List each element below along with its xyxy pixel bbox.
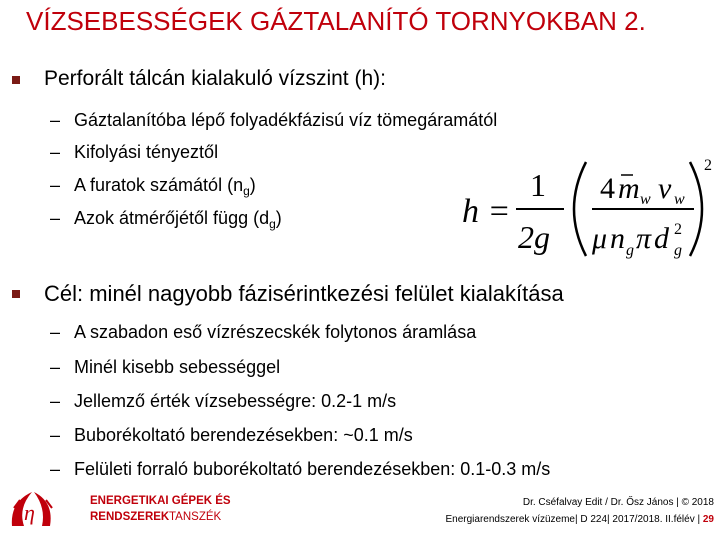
sub-item: – Felületi forraló buborékoltató berendezésekben: 0.1-0.3 m/s xyxy=(50,459,551,479)
bullet-marker xyxy=(12,290,20,298)
dash: – xyxy=(50,391,61,411)
page-number: 29 xyxy=(702,514,714,525)
sub-item: – Jellemző érték vízsebességre: 0.2-1 m/s xyxy=(50,391,397,411)
formula-num-coef: 4 xyxy=(600,172,615,205)
formula-pi: π xyxy=(636,222,652,255)
department-logo xyxy=(6,486,246,530)
formula-mu: μ xyxy=(592,222,608,255)
formula-exp-2: 2 xyxy=(674,221,682,238)
sub-item: – Azok átmérőjétől függ $(d_g)$ xyxy=(50,208,282,231)
formula-two-g: 2g xyxy=(518,219,550,255)
dash: – xyxy=(50,175,61,195)
footer-course: Energiarendszerek vízüzeme| D 224| 2017/2018. II.félév | 29 xyxy=(445,514,714,525)
formula-sub-g: g xyxy=(626,242,634,259)
dash: – xyxy=(50,425,61,445)
sub-item: – A szabadon eső vízrészecskék folytonos áramlása xyxy=(50,322,477,342)
formula-lhs: h = xyxy=(462,193,511,230)
slide-title: VÍZSEBESSÉGEK GÁZTALANÍTÓ TORNYOKBAN 2. xyxy=(26,6,646,36)
formula-n: n xyxy=(610,222,625,255)
sub-item: – Gáztalanítóba lépő folyadékfázisú víz tömegáramától xyxy=(50,110,498,130)
dash: – xyxy=(50,459,61,479)
water-level-formula xyxy=(462,152,716,262)
dash: – xyxy=(50,357,61,377)
formula-d: d xyxy=(654,222,669,255)
logo-line2-light: TANSZÉK xyxy=(169,511,222,523)
logo-eta-symbol: η xyxy=(24,500,35,525)
formula-sub-g2: g xyxy=(674,242,682,259)
dash: – xyxy=(50,142,61,162)
bullet-text: Perforált tálcán kialakuló vízszint (h): xyxy=(44,67,386,90)
bullet-text: Cél: minél nagyobb fázisérintkezési felület kialakítása xyxy=(44,281,564,306)
formula-v: v xyxy=(658,172,672,205)
sub-item: – Minél kisebb sebességgel xyxy=(50,357,281,377)
formula-sub-w: w xyxy=(640,191,651,208)
logo-line1: ENERGETIKAI GÉPEK ÉS xyxy=(90,495,231,507)
formula-sub-w2: w xyxy=(674,191,685,208)
formula-m: m xyxy=(618,172,640,205)
formula-one: 1 xyxy=(530,167,546,203)
dash: – xyxy=(50,208,61,228)
sub-item: – A furatok számától $(n_g)$ xyxy=(50,175,256,198)
dash: – xyxy=(50,322,61,342)
bullet-marker xyxy=(12,76,20,84)
dash: – xyxy=(50,110,61,130)
footer xyxy=(445,494,714,528)
sub-item: – Kifolyási tényeztől xyxy=(50,142,219,162)
footer-authors: Dr. Cséfalvay Edit / Dr. Ősz János | © 2018 xyxy=(522,497,714,508)
sub-item: – Buborékoltató berendezésekben: ~0.1 m/s xyxy=(50,425,413,445)
formula-outer-exp: 2 xyxy=(704,157,712,174)
logo-line2-bold: RENDSZEREK xyxy=(90,511,170,523)
